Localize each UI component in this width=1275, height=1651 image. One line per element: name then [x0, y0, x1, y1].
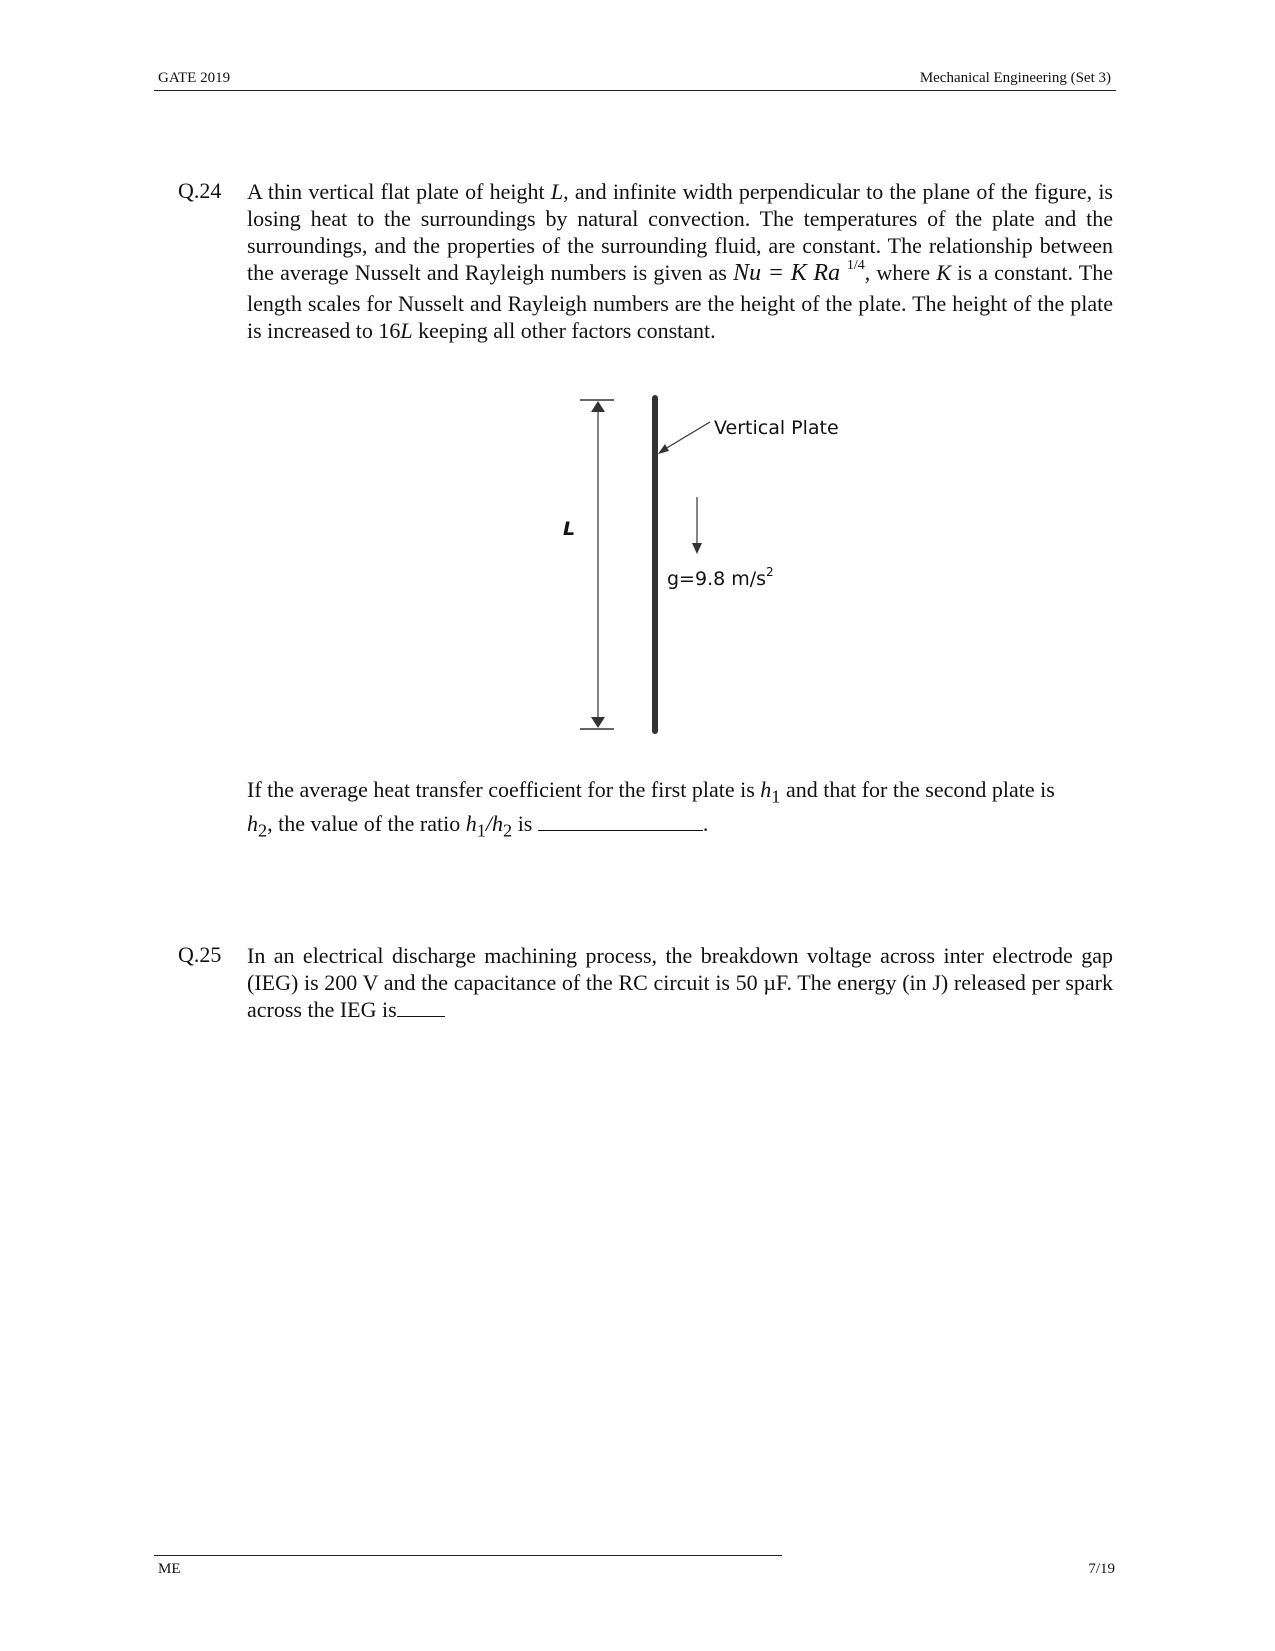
- plate-leader-arrow-icon: [658, 444, 669, 454]
- question-25-text: [247, 942, 1113, 1023]
- q24-text-part: A thin vertical flat plate of height: [247, 179, 551, 204]
- h1-symbol: h: [760, 777, 772, 802]
- ratio-h2: h: [492, 811, 504, 837]
- footer-divider: [154, 1555, 782, 1556]
- dimension-arrow-down-icon: [591, 717, 605, 728]
- header-paper-title: Mechanical Engineering (Set 3): [919, 70, 1111, 86]
- q25-text-body: In an electrical discharge machining process, the breakdown voltage across inter electrode gap (IEG) is 200 V and the capacitance of the RC circuit is 50 µF. The energy (in J) released per spark across the IEG is: [247, 943, 1113, 1022]
- h1-subscript: 1: [771, 786, 781, 807]
- ratio-h1: h: [465, 811, 477, 837]
- q24-text-part: , where: [864, 260, 937, 285]
- q24-followup-text: and that for the second plate is: [780, 777, 1055, 802]
- page-number: 7/19: [1088, 1561, 1115, 1577]
- answer-blank-25[interactable]: [397, 998, 445, 1017]
- q24-var-L2: L: [400, 318, 413, 343]
- footer-paper-code: ME: [158, 1561, 181, 1577]
- answer-blank-24[interactable]: [538, 812, 703, 831]
- ratio-h2-subscript: 2: [503, 820, 513, 841]
- question-24-followup: [247, 776, 1113, 845]
- plate-leader-line: [665, 422, 710, 449]
- question-number-25: Q.25: [178, 942, 222, 967]
- ratio-slash: /: [485, 811, 493, 837]
- h2-symbol: h: [247, 811, 258, 837]
- question-number-24: Q.24: [178, 178, 222, 203]
- q24-followup-end: .: [702, 811, 709, 837]
- q24-followup-text: If the average heat transfer coefficient for the first plate is: [247, 777, 761, 802]
- dimension-arrow-up-icon: [591, 401, 605, 412]
- q24-followup-text: is: [512, 811, 538, 837]
- q24-text-part: , and infinite width perpendicular to the plane of the figure, is losing heat to the surroundings by natural convection. The temperatures of the plate and the surroundings, and the properties of the surrounding fluid, are constant. The relationship between the average Nusselt and Rayleigh numbers is given as: [247, 179, 1113, 285]
- ratio-h1-subscript: 1: [476, 820, 486, 841]
- q24-text-part: keeping all other factors constant.: [412, 318, 716, 343]
- gravity-arrow-icon: [692, 543, 702, 554]
- q24-var-L: L: [550, 179, 564, 204]
- q24-formula-exponent: 1/4: [846, 258, 865, 273]
- q24-followup-text: , the value of the ratio: [267, 811, 466, 837]
- h2-subscript: 2: [258, 820, 268, 841]
- q24-formula: Nu = K Ra $^{1/4}$: [733, 258, 865, 286]
- gravity-label: g=9.8 $m/s^2$: [667, 565, 774, 590]
- height-label: L: [563, 518, 576, 540]
- header-exam-title: GATE 2019: [158, 70, 231, 86]
- q24-text-part: is a constant. The length scales for Nusselt and Rayleigh numbers are the height of the plate. The height of the plate is increased to 16: [247, 260, 1114, 343]
- plate-label: Vertical Plate: [714, 417, 839, 439]
- q24-var-K: K: [936, 260, 952, 285]
